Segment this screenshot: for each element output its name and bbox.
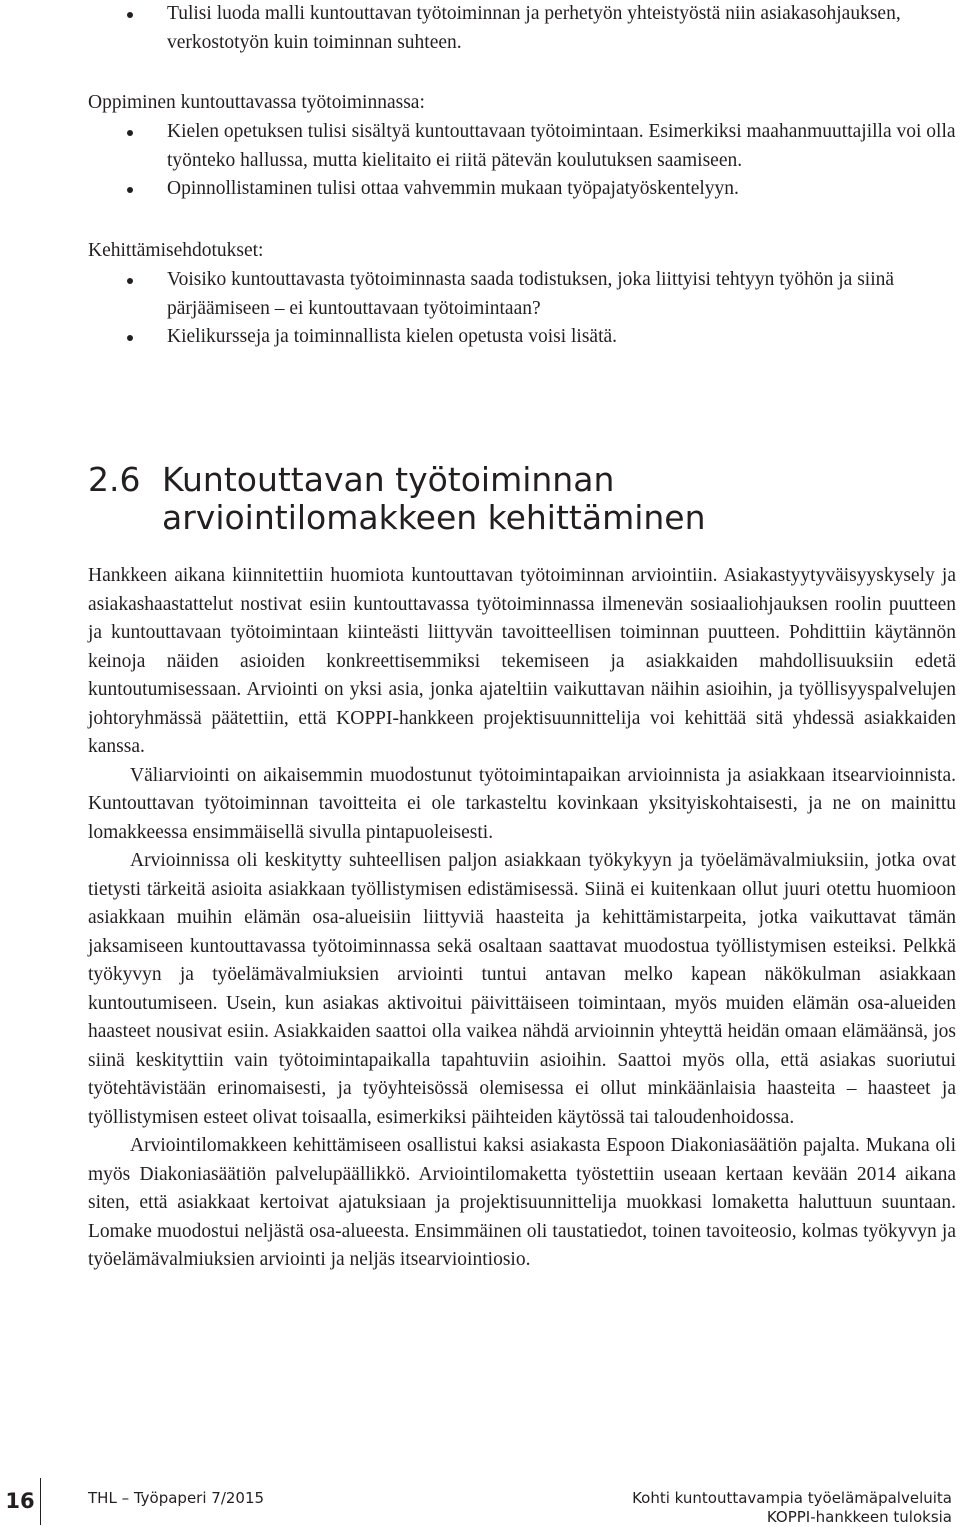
learning-label: Oppiminen kuntouttavassa työtoiminnassa: [88, 92, 425, 113]
bullet-icon [127, 187, 133, 193]
list-item [88, 0, 960, 57]
bullet-icon [127, 278, 133, 284]
footer-title-line1: Kohti kuntouttavampia työelämäpalveluita [632, 1489, 952, 1507]
list-item-text: Tulisi luoda malli kuntouttavan työtoiminnan ja perhetyön yhteistyöstä niin asiakasohjauksen, verkostotyön kuin toiminnan suhteen. [167, 3, 901, 53]
bullet-icon [127, 130, 133, 136]
list-item-text: Kielikursseja ja toiminnallista kielen opetusta voisi lisätä. [167, 326, 618, 347]
paragraph: Hankkeen aikana kiinnitettiin huomiota kuntouttavan työtoiminnan arviointiin. Asiakastyytyväisyyskysely ja asiakashaastattelut nostivat esiin kuntouttavassa työtoiminnassa ilmenevän sosiaaliohjauksen roolin puutteen ja kuntouttavaan työtoimintaan kiinteästi liittyvän tavoitteellisen toiminnan puutteen. Pohdittiin käytännön keinoja näiden asioiden konkreettisemmiksi tekemiseen ja asiakkaiden mahdollisuuksiin edetä kuntoutumisessaan. Arviointi on yksi asia, jonka ajateltiin vaikuttavan näihin asioihin, ja työllisyyspalvelujen johtoryhmässä päätettiin, että KOPPI-hankkeen projektisuunnittelija voi kehittää sitä yhdessä asiakkaiden kanssa. [88, 565, 956, 757]
list-item [88, 175, 960, 204]
learning-bullet-list [88, 118, 960, 204]
footer-title-line2: KOPPI-hankkeen tuloksia [766, 1508, 952, 1526]
list-item-text: Voisiko kuntouttavasta työtoiminnasta saada todistuksen, joka liittyisi tehtyyn työhön ja siinä pärjäämiseen – ei kuntouttavaan työtoimintaan? [167, 269, 895, 319]
section-body [88, 562, 956, 1275]
suggestions-label: Kehittämisehdotukset: [88, 240, 264, 261]
paragraph: Väliarviointi on aikaisemmin muodostunut työtoimintapaikan arvioinnista ja asiakkaan itsearvioinnista. Kuntouttavan työtoiminnan tavoitteita ei ole tarkasteltu kovinkaan yksityiskohtaisesti, ja ne on mainittu lomakkeessa ensimmäisellä sivulla pintapuoleisesti. [88, 764, 956, 843]
list-item-text: Opinnollistaminen tulisi ottaa vahvemmin mukaan työpajatyöskentelyyn. [167, 178, 739, 199]
top-bullet-list [88, 0, 960, 57]
list-item-text: Kielen opetuksen tulisi sisältyä kuntouttavaan työtoimintaan. Esimerkiksi maahanmuuttajilla voi olla työnteko hallussa, mutta kielitaito ei riitä pätevän koulutuksen saamiseen. [167, 121, 956, 171]
section-number: 2.6 [88, 460, 141, 499]
list-item [88, 118, 960, 175]
suggestions-bullet-list [88, 266, 960, 352]
footer-publication: THL – Työpaperi 7/2015 [88, 1489, 265, 1507]
bullet-icon [127, 335, 133, 341]
paragraph: Arviointilomakkeen kehittämiseen osallistui kaksi asiakasta Espoon Diakoniasäätiön pajalta. Mukana oli myös Diakoniasäätiön palvelupäällikkö. Arviointilomaketta työstettiin useaan kertaan kevään 2014 aikana siten, että asiakkaat kertoivat ajatuksiaan ja projektisuunnittelija muokkasi lomaketta haluttuun suuntaan. Lomake muodostui neljästä osa-alueesta. Ensimmäinen oli taustatiedot, toinen tavoiteosio, kolmas työkyvyn ja työelämävalmiuksien arviointi ja neljäs itsearviointiosio. [88, 1135, 956, 1270]
bullet-icon [127, 12, 133, 18]
footer-title [632, 1489, 952, 1527]
list-item [88, 323, 960, 352]
paragraph: Arvioinnissa oli keskitytty suhteellisen paljon asiakkaan työkykyyn ja työelämävalmiuksiin, jotka ovat tietysti tärkeitä asioita asiakkaan työllistymisen edistämisessä. Siinä ei kuitenkaan ollut juuri otettu huomioon asiakkaan muihin elämän osa-alueisiin liittyviä haasteita ja kehittämistarpeita, jotka vaikuttavat tämän jaksamiseen kuntouttavassa työtoiminnassa sekä osaltaan saattavat muodostua työllistymisen esteiksi. Pelkkä työkyvyn ja työelämävalmiuksien arviointi tuntui antavan melko kapean näkökulman asiakkaan kuntoutumiseen. Usein, kun asiakas aktivoitui päivittäiseen toimintaan, myös muiden elämän osa-alueiden haasteet nousivat esiin. Asiakkaiden saattoi olla vaikea nähdä arvioinnin yhteyttä heidän omaan elämäänsä, jos siinä keskityttiin vain työtoimintapaikalla tapahtuviin asioihin. Saattoi myös olla, että asiakas suoriutui työtehtävistään erinomaisesti, ja työyhteisössä olemisessa ei ollut minkäänlaisia haasteita – haasteet ja työllistymisen esteet olivat toisaalla, esimerkiksi päihteiden käytössä tai taloudenhoidossa. [88, 850, 956, 1128]
section-title: Kuntouttavan työtoiminnan arviointilomakkeen kehittäminen [162, 460, 706, 537]
list-item [88, 266, 960, 323]
page-number: 16 [0, 1478, 41, 1525]
